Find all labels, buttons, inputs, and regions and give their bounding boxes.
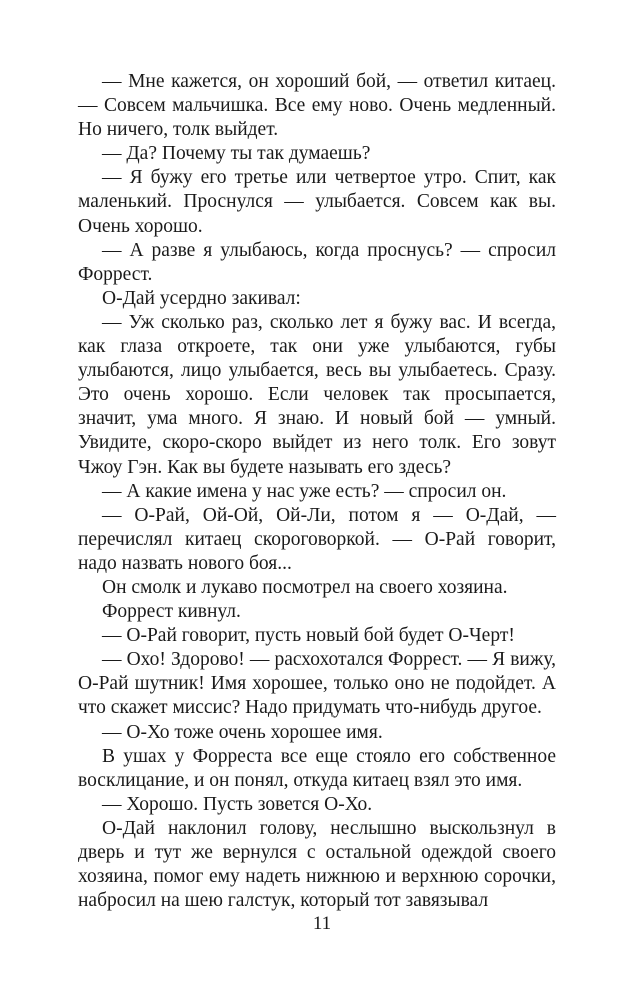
paragraph: — О-Рай, Ой-Ой, Ой-Ли, потом я — О-Дай, — перечислял китаец скороговоркой. — О-Рай говорит, надо назвать нового боя... — [78, 504, 556, 574]
paragraph: — Да? Почему ты так думаешь? — [102, 143, 371, 165]
paragraph: В ушах у Форреста все еще стояло его собственное восклицание, и он понял, откуда китаец взял это имя. — [78, 745, 556, 791]
paragraph: — О-Хо тоже очень хорошее имя. — [102, 721, 383, 743]
paragraph: — О-Рай говорит, пусть новый бой будет О-Черт! — [102, 625, 515, 647]
paragraph: — А разве я улыбаюсь, когда проснусь? — спросил Форрест. — [78, 239, 556, 285]
paragraph: — Я бужу его третье или четвертое утро. Спит, как маленький. Проснулся — улыбается. Совсем как вы. Очень хорошо. — [78, 167, 556, 237]
paragraph: — Хорошо. Пусть зовется О-Хо. — [102, 793, 373, 815]
paragraph: — Мне кажется, он хороший бой, — ответил китаец. — Совсем мальчишка. Все ему ново. Очень медленный. Но ничего, толк выйдет. — [78, 71, 556, 141]
paragraph: Форрест кивнул. — [102, 601, 241, 623]
page-number: 11 — [312, 913, 332, 934]
paragraph: О-Дай наклонил голову, неслышно выскользнул в дверь и тут же вернулся с остальной одеждой своего хозяина, помог ему надеть нижнюю и верхнюю сорочки, набросил на шею галстук, который тот завязывал — [78, 817, 556, 912]
paragraph: — Охо! Здорово! — расхохотался Форрест. — Я вижу, О-Рай шутник! Имя хорошее, только оно не подойдет. А что скажет миссис? Надо придумать что-нибудь другое. — [78, 649, 556, 719]
page-text — [78, 70, 556, 913]
paragraph: — Уж сколько раз, сколько лет я бужу вас. И всегда, как глаза откроете, так они уже улыбаются, губы улыбаются, лицо улыбается, весь вы улыбаетесь. Сразу. Это очень хорошо. Если человек так просыпается, значит, ума много. Я знаю. И новый бой — умный. Увидите, скоро-скоро выйдет из него толк. Его зовут Чжоу Гэн. Как вы будете называть его здесь? — [78, 311, 556, 478]
paragraph: Он смолк и лукаво посмотрел на своего хозяина. — [102, 576, 508, 598]
paragraph: О-Дай усердно закивал: — [102, 287, 301, 309]
paragraph: — А какие имена у нас уже есть? — спросил он. — [102, 480, 507, 502]
